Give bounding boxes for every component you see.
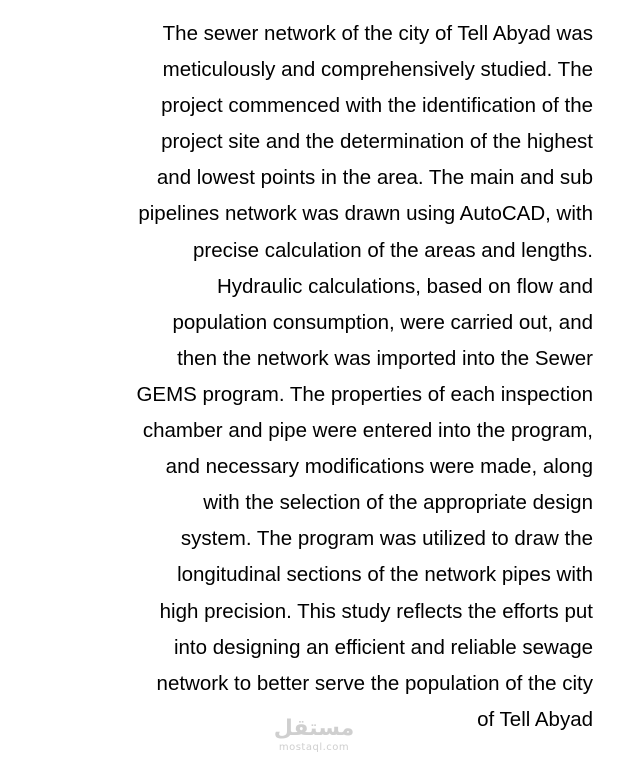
paragraph-line: of Tell Abyad <box>477 707 593 731</box>
paragraph-line: system. The program was utilized to draw the <box>180 527 593 551</box>
paragraph-line: population consumption, were carried out, and <box>172 310 593 334</box>
paragraph-line: pipelines network was drawn using AutoCAD, with <box>138 202 593 226</box>
paragraph-line: chamber and pipe were entered into the program, <box>142 419 593 443</box>
paragraph-line: The sewer network of the city of Tell Abyad was <box>162 22 593 45</box>
body-paragraph <box>13 16 593 738</box>
mostaql-watermark <box>272 716 356 758</box>
paragraph-line: network to better serve the population of the city <box>156 671 593 695</box>
paragraph-line: meticulously and comprehensively studied. The <box>162 58 593 82</box>
watermark-latin-text: mostaql.com <box>278 742 350 753</box>
paragraph-line: project site and the determination of the highest <box>161 130 593 154</box>
paragraph-line: GEMS program. The properties of each inspection <box>136 382 593 406</box>
paragraph-line: with the selection of the appropriate design <box>203 491 593 515</box>
paragraph-line: precise calculation of the areas and lengths. <box>192 238 593 262</box>
paragraph-line: and necessary modifications were made, along <box>165 455 593 479</box>
paragraph-line: high precision. This study reflects the efforts put <box>159 599 593 623</box>
paragraph-line: into designing an efficient and reliable sewage <box>173 635 593 659</box>
paragraph-line: then the network was imported into the Sewer <box>177 346 593 370</box>
paragraph-line: project commenced with the identification of the <box>161 94 593 118</box>
paragraph-line: and lowest points in the area. The main and sub <box>156 166 593 190</box>
paragraph-line: longitudinal sections of the network pipes with <box>177 563 593 587</box>
paragraph-line: Hydraulic calculations, based on flow and <box>216 274 593 298</box>
watermark-arabic-text: مستقل <box>273 716 355 741</box>
